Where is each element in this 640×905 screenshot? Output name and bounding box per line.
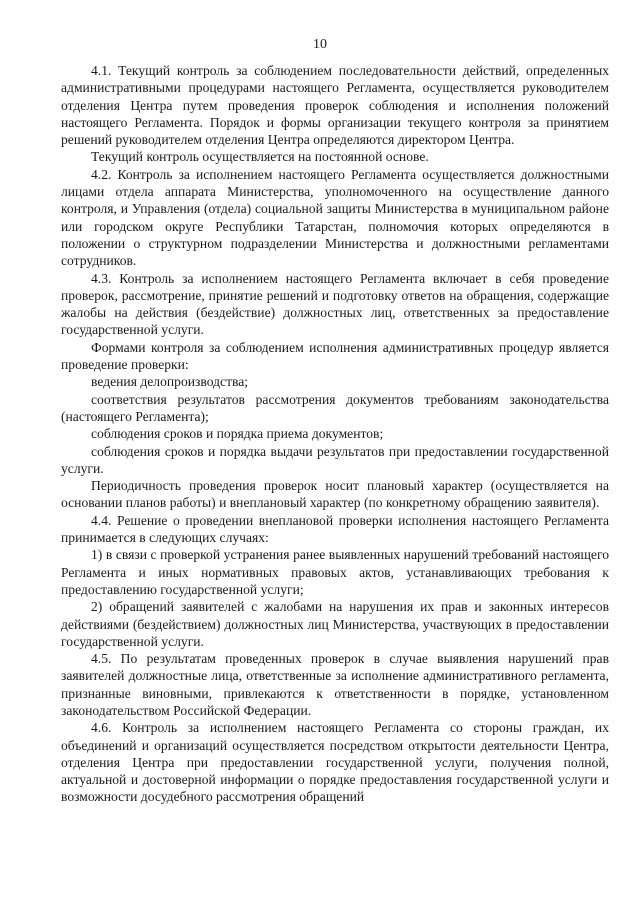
list-item-compliance: соответствия результатов рассмотрения документов требованиям законодательства (настоящего Регламента); [61,391,609,424]
list-item-recordkeeping: ведения делопроизводства; [91,374,249,390]
paragraph-4-1: 4.1. Текущий контроль за соблюдением последовательности действий, определенных административными процедурами настоящего Регламента, осуществляется руководителем отделения Центра путем проведения проверок соблюдения и исполнения положений настоящего Регламента. Порядок и формы организации текущего контроля за принятием решений руководителем отделения Центра определяются директором Центра. [61,63,609,148]
paragraph-current-control: Текущий контроль осуществляется на постоянной основе. [91,149,429,165]
list-item-case-1: 1) в связи с проверкой устранения ранее выявленных нарушений требований настоящего Регламента и иных нормативных правовых актов, устанавливающих требования к предоставлению государственной услуги; [61,547,609,597]
document-body [61,62,609,806]
paragraph-4-3: 4.3. Контроль за исполнением настоящего Регламента включает в себя проведение проверок, рассмотрение, принятие решений и подготовку ответов на обращения, содержащие жалобы на действия (бездействие) должностных лиц, ответственных за предоставление государственной услуги. [61,270,609,338]
page-number: 10 [313,37,327,52]
list-item-case-2: 2) обращений заявителей с жалобами на нарушения их прав и законных интересов действиями (бездействием) должностных лиц Министерства, участвующих в предоставлении государственной услуги. [61,599,609,649]
paragraph-4-4: 4.4. Решение о проведении внеплановой проверки исполнения настоящего Регламента принимается в следующих случаях: [61,512,609,546]
paragraph-4-6: 4.6. Контроль за исполнением настоящего Регламента со стороны граждан, их объединений и организаций осуществляется посредством открытости деятельности Центра, отделения Центра при предоставлении государственной услуги, получения полной, актуальной и достоверной информации о порядке предоставления государственной услуги и возможности досудебного рассмотрения обращений [61,720,609,805]
paragraph-periodicity: Периодичность проведения проверок носит плановый характер (осуществляется на основании планов работы) и внеплановый характер (по конкретному обращению заявителя). [61,478,609,511]
list-item-issuance-terms: соблюдения сроков и порядка выдачи результатов при предоставлении государственной услуги. [61,443,609,476]
paragraph-4-5: 4.5. По результатам проведенных проверок в случае выявления нарушений прав заявителей должностные лица, ответственные за исполнение административного регламента, признанные виновными, привлекаются к ответственности в порядке, установленном законодательством Российской Федерации. [61,651,609,718]
paragraph-control-forms: Формами контроля за соблюдением исполнения административных процедур является проведение проверки: [61,339,609,373]
list-item-acceptance-terms: соблюдения сроков и порядка приема документов; [91,426,384,442]
paragraph-4-2: 4.2. Контроль за исполнением настоящего Регламента осуществляется должностными лицами отдела аппарата Министерства, уполномоченного на осуществление данного контроля, и Управления (отдела) социальной защиты Министерства в муниципальном районе или городском округе Республики Татарстан, полномочия которых определяются в положении о структурном подразделении Министерства и должностными регламентами сотрудников. [61,166,609,269]
